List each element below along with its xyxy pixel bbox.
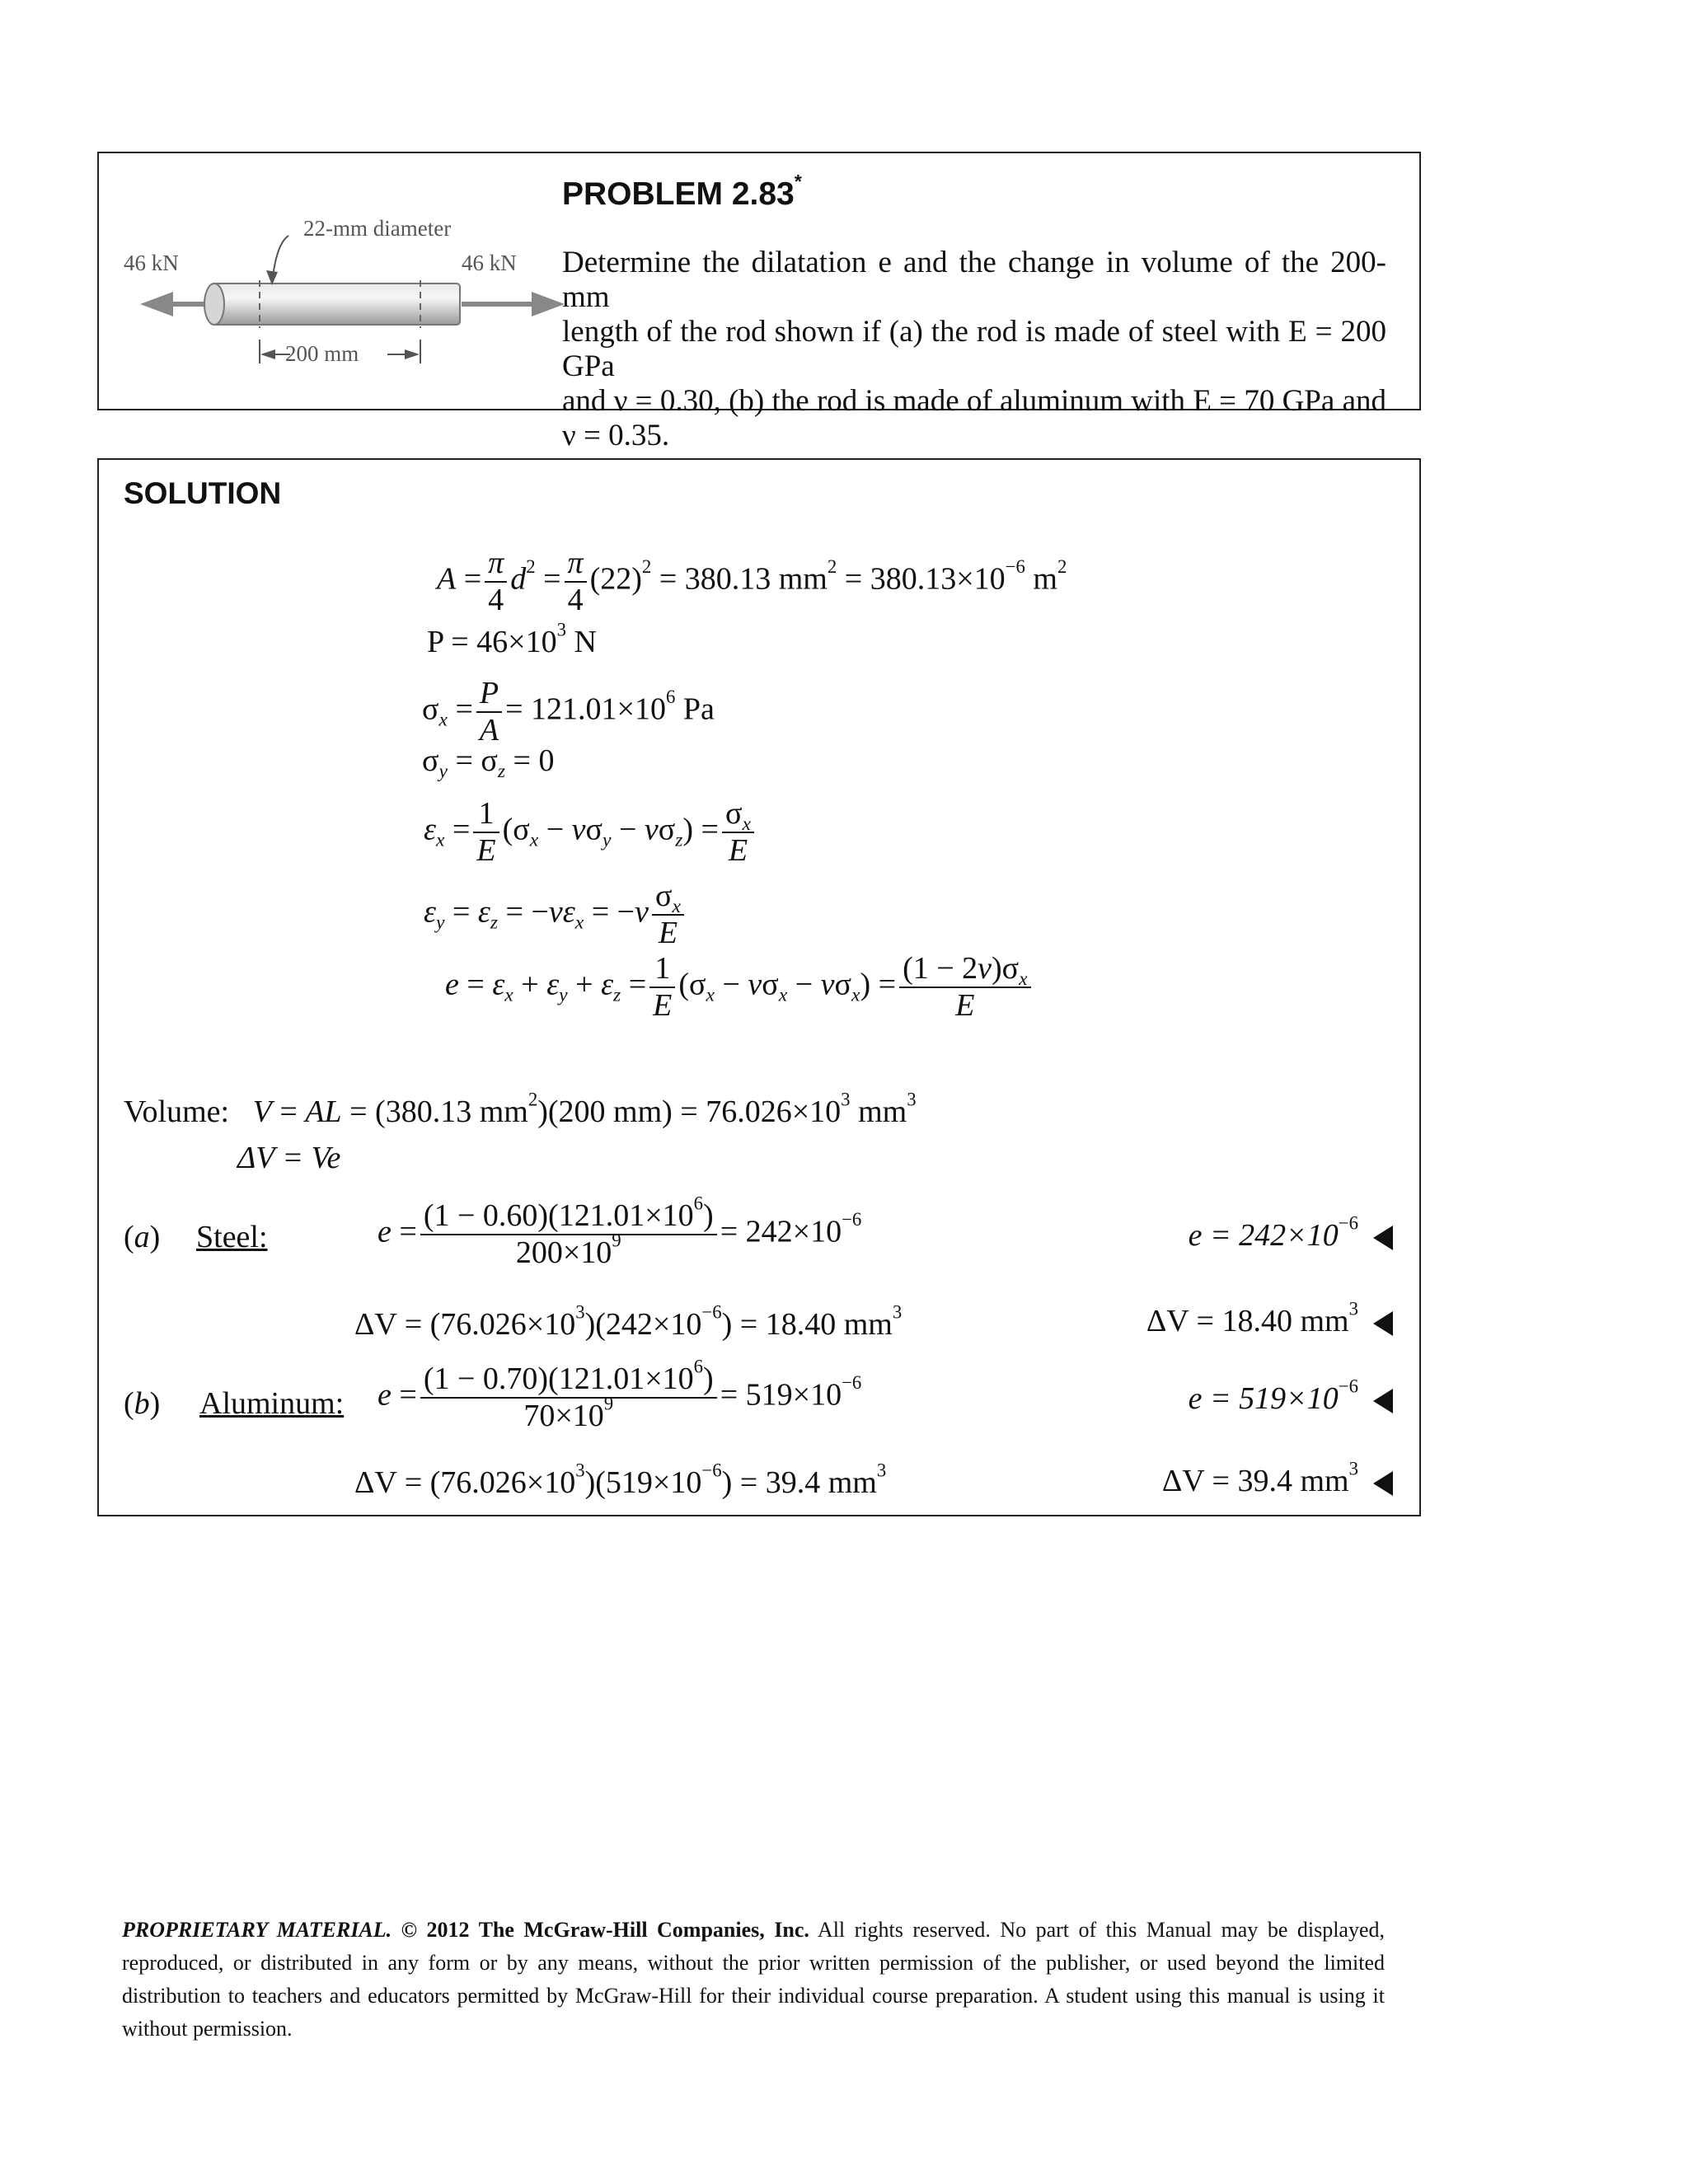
delta-volume-definition: ΔV = Ve (237, 1141, 341, 1175)
part-a-dilatation: e = $\frac{(1 - 0.60)(121.01\times 10^6)}{200\times 10^9}$ = $242\times 10^{-6}$ (377, 1193, 862, 1270)
strain-yz-equation: $\varepsilon_y = \varepsilon_z = -v\varepsilon_x = -v$ $\frac{\sigma_x}{E}$ (424, 879, 687, 950)
answer-marker-icon (1373, 1226, 1393, 1250)
answer-marker-icon (1373, 1471, 1393, 1496)
part-b-answer-e: $e = 519\times 10^{-6}$ (1189, 1383, 1393, 1414)
part-b-dilatation: e = $\frac{(1 - 0.70)(121.01\times 10^6)}{70\times 10^9}$ = $519\times 10^{-6}$ (377, 1356, 862, 1433)
part-a-material: Steel: (196, 1220, 268, 1254)
part-b-material: Aluminum: (199, 1386, 345, 1421)
volume-equation: Volume: V = AL = (380.13 $mm^2)(200$ $mm) = 76.026\times 10^3$ $mm^3$ (124, 1089, 917, 1129)
answer-marker-icon (1373, 1311, 1393, 1336)
load-arrowhead-left (140, 292, 173, 316)
statement-line-1: Determine the dilatation e and the change in volume of the 200-mm (562, 246, 1386, 314)
answer-marker-icon (1373, 1389, 1393, 1413)
problem-statement (562, 246, 1386, 453)
problem-box (97, 152, 1421, 452)
stress-yz-equation: $\sigma_y = \sigma_z = 0$ (422, 743, 555, 783)
load-label-right: 46 kN (462, 251, 517, 275)
statement-line-3: and ν = 0.30, (b) the rod is made of aluminum with E = 70 GPa and (562, 384, 1386, 418)
load-arrowhead-right (532, 292, 565, 316)
diameter-label: 22-mm diameter (303, 216, 452, 241)
statement-line-2: length of the rod shown if (a) the rod is made of steel with E = 200 GPa (562, 315, 1386, 383)
rod-body (213, 284, 460, 325)
load-equation: $P = 46\times 10^3$ N (427, 619, 597, 659)
part-a-answer-e: $e = 242\times 10^{-6}$ (1189, 1220, 1393, 1251)
area-equation: A = $\frac{\pi}{4}$ $d^2$ = $\frac{\pi}{4}$ $(22)^2 = 380.13$ $mm^2 = 380.13\times 10^{-6}$ $m^2$ (437, 546, 1067, 617)
footer-line-4: without permission. (122, 2017, 293, 2041)
part-b-answer-dv: ΔV = 39.4 $mm^3$ (1162, 1465, 1393, 1497)
load-label-left: 46 kN (124, 251, 179, 275)
dilatation-equation: $e = \varepsilon_x + \varepsilon_y + \varepsilon_z$ = $\frac{1}{E}$ $(\sigma_x - v\sigma_x - v\sigma_x)$ = $\frac{(1 - 2v)\sigma_x}{E}$ (445, 951, 1034, 1023)
footer-line-2: reproduced, or distributed in any form or by any means, without the prior written permission of the publisher, or used beyond the limited (122, 1951, 1385, 1975)
part-b-label: (b) (124, 1386, 161, 1421)
part-a-volume-change: $\Delta V = (76.026\times 10^3)(242\times 10^{-6}) = 18.40$ $mm^3$ (354, 1301, 903, 1342)
footer-line-3: distribution to teachers and educators permitted by McGraw-Hill for their individual course preparation. A student using this manual is using it (122, 1984, 1385, 2008)
problem-title: PROBLEM 2.83* (562, 171, 802, 212)
rod-end-face (204, 284, 224, 325)
solution-heading: SOLUTION (124, 476, 282, 510)
footer-line-1: PROPRIETARY MATERIAL. © 2012 The McGraw-Hill Companies, Inc. All rights reserved. No part of this Manual may be displayed, (122, 1918, 1385, 1942)
stress-x-equation: $\sigma_x$ = $\frac{P}{A}$ = $121.01\times 10^6$ Pa (422, 676, 715, 748)
strain-x-equation: $\varepsilon_x$ = $\frac{1}{E}$ $(\sigma_x - v\sigma_y - v\sigma_z)$ = $\frac{\sigma_x}{E}$ (424, 796, 757, 868)
statement-line-4: ν = 0.35. (562, 419, 670, 452)
part-a-label: (a) (124, 1220, 161, 1254)
part-a-answer-dv: ΔV = 18.40 $mm^3$ (1146, 1305, 1393, 1337)
solution-box (97, 458, 1421, 1516)
length-label: 200 mm (285, 341, 359, 366)
copyright-footer (122, 1914, 1385, 2046)
part-b-volume-change: $\Delta V = (76.026\times 10^3)(519\times 10^{-6}) = 39.4$ $mm^3$ (354, 1460, 887, 1500)
